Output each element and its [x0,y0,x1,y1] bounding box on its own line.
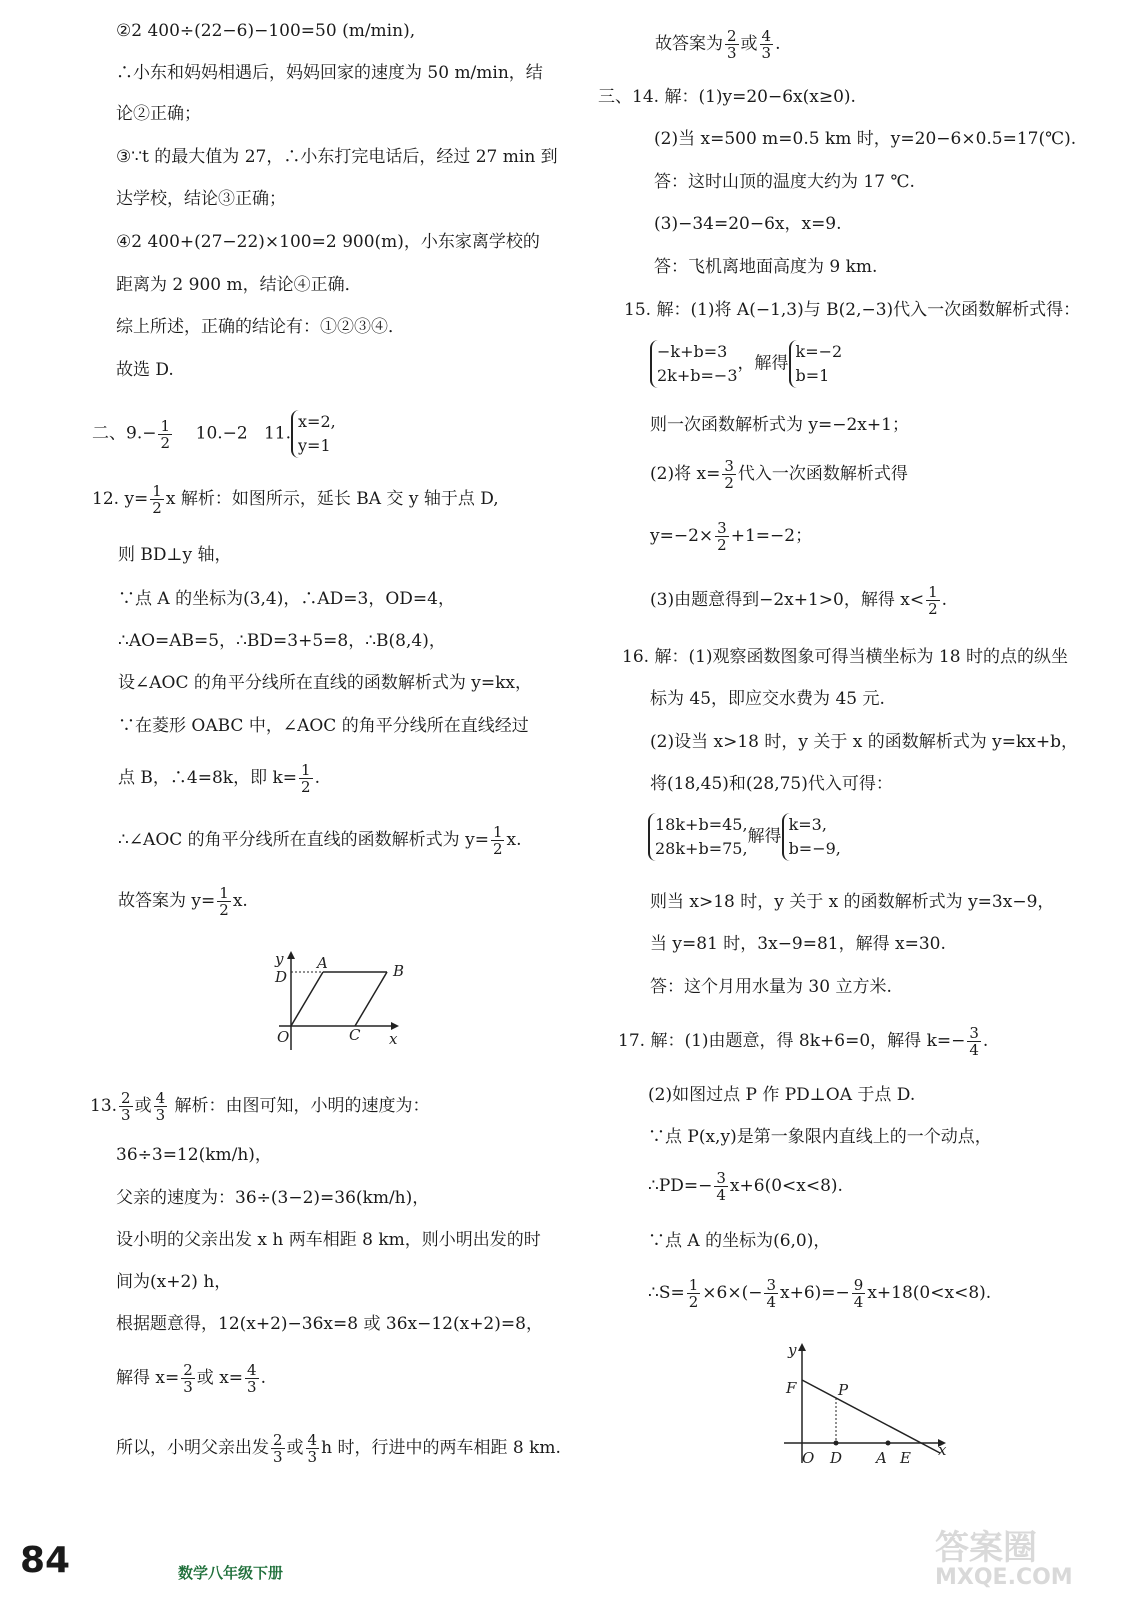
text-line: ∴小东和妈妈相遇后，妈妈回家的速度为 50 m/min，结 [116,63,543,83]
text-line: ④2 400+(27−22)×100=2 900(m)，小东家离学校的 [116,232,540,252]
answers-9-11: 二、9.− $\frac{1}{2}$ 10.−2 11. x=2, y=1 [92,410,336,458]
y-axis-arrow [798,1343,806,1351]
q12-line7: 点 B，∴4=8k，即 k= $\frac{1}{2}$ . [118,761,320,796]
text-line: 综上所述，正确的结论有：①②③④． [116,317,405,337]
text-line: 将(18,45)和(28,75)代入可得： [650,774,893,794]
label-o: O [802,1449,815,1467]
line-figure [780,1335,955,1470]
label-d: D [830,1449,843,1467]
text-line: 三、14. 解：(1)y=20−6x(x≥0). [598,87,856,107]
y-axis-arrow [287,951,295,959]
q17-line6: ∴S= $\frac{1}{2}$ ×6×(− $\frac{3}{4}$ x+6)=− $\frac{9}{4}$ x+18(0<x<8). [648,1276,992,1311]
point-a [886,1441,891,1446]
book-name: 数学八年级下册 [178,1564,284,1582]
bc-side [355,972,387,1026]
text-line: 故选 D. [116,360,174,380]
q12-line9: 故答案为 y= $\frac{1}{2}$ x. [118,884,248,919]
label-a: A [876,1449,887,1467]
label-c: C [349,1026,361,1044]
label-f: F [786,1379,797,1397]
text-line: 则当 x>18 时，y 关于 x 的函数解析式为 y=3x−9， [650,892,1055,912]
r0-line: 故答案为 $\frac{2}{3}$ 或 $\frac{4}{3}$ . [655,27,781,62]
watermark-logo: 答案圈 [935,1528,1037,1568]
page-number: 84 [20,1540,71,1581]
text-line: ∵点 P(x,y)是第一象限内直线上的一个动点， [648,1127,992,1147]
label-d: D [275,968,288,986]
q12-line8: ∴∠AOC 的角平分线所在直线的函数解析式为 y= $\frac{1}{2}$ x. [118,823,522,858]
label-y: y [275,950,284,968]
q12-line1: 12. y= $\frac{1}{2}$ x 解析：如图所示，延长 BA 交 y 轴于点 D, [92,482,499,517]
text-line: ∵点 A 的坐标为(6,0)， [648,1231,831,1251]
q15-line6: (3)由题意得到−2x+1>0，解得 x< $\frac{1}{2}$ . [650,583,948,618]
q17-line1: 17. 解：(1)由题意，得 8k+6=0，解得 k=− $\frac{3}{4}$ . [618,1024,989,1059]
text-line: 则一次函数解析式为 y=−2x+1； [650,415,909,435]
q15-line4: (2)将 x= $\frac{3}{2}$ 代入一次函数解析式得 [650,457,908,492]
text-line: 答：这时山顶的温度大约为 17 ℃. [654,172,915,192]
text-line: 答：飞机离地面高度为 9 km. [654,257,878,277]
text-line: 根据题意得，12(x+2)−36x=8 或 36x−12(x+2)=8， [116,1314,543,1334]
text-line: 36÷3=12(km/h)， [116,1145,272,1165]
text-line: ②2 400÷(22−6)−100=50 (m/min), [116,21,416,41]
text-line: 答：这个月用水量为 30 立方米. [650,977,892,997]
text-line: 间为(x+2) h， [116,1272,232,1292]
q13-line1: 13. $\frac{2}{3}$ 或 $\frac{4}{3}$ 解析：由图可知，小明的速度为： [90,1089,430,1124]
text-line: ∴AO=AB=5，∴BD=3+5=8，∴B(8,4)， [118,631,446,651]
point-d [834,1441,839,1446]
text-line: (2)当 x=500 m=0.5 km 时，y=20−6×0.5=17(℃). [654,129,1077,149]
text-line: 论②正确； [116,104,201,124]
text-line: (3)−34=20−6x，x=9. [654,214,842,234]
text-line: (2)如图过点 P 作 PD⊥OA 于点 D. [648,1085,916,1105]
text-line: 标为 45，即应交水费为 45 元. [650,689,885,709]
label-e: E [900,1449,911,1467]
q16-system: 18k+b=45, 28k+b=75, 解得 k=3, b=−9, [648,813,841,861]
label-o: O [277,1028,290,1046]
text-line: ∵点 A 的坐标为(3,4)，∴AD=3，OD=4， [118,589,455,609]
watermark-url: MXQE.COM [935,1565,1073,1590]
text-line: (2)设当 x>18 时，y 关于 x 的函数解析式为 y=kx+b， [650,732,1079,752]
label-p: P [838,1381,849,1399]
q15-line5: y=−2× $\frac{3}{2}$ +1=−2； [650,519,813,554]
text-line: 设∠AOC 的角平分线所在直线的函数解析式为 y=kx， [118,673,533,693]
text-line: 设小明的父亲出发 x h 两车相距 8 km，则小明出发的时 [116,1230,541,1250]
text-line: 距离为 2 900 m，结论④正确． [116,275,362,295]
q13-line7: 解得 x= $\frac{2}{3}$ 或 x= $\frac{4}{3}$ . [116,1361,266,1396]
line-fe [802,1380,940,1453]
label-x: x [938,1441,947,1459]
oa-side [291,972,323,1026]
text-line: 16. 解：(1)观察函数图象可得当横坐标为 18 时的点的纵坐 [622,647,1068,667]
label-y: y [788,1341,797,1359]
text-line: 父亲的速度为：36÷(3−2)=36(km/h)， [116,1188,430,1208]
label-b: B [393,962,405,980]
text-line: ③∵t 的最大值为 27，∴小东打完电话后，经过 27 min 到 [116,147,558,167]
q13-line8: 所以，小明父亲出发 $\frac{2}{3}$ 或 $\frac{4}{3}$ h 时，行进中的两车相距 8 km. [116,1431,561,1466]
q17-line4: ∴PD=− $\frac{3}{4}$ x+6(0<x<8). [648,1169,843,1204]
rhombus-figure [265,950,415,1060]
text-line: 15. 解：(1)将 A(−1,3)与 B(2,−3)代入一次函数解析式得： [624,300,1081,320]
label-x: x [389,1030,398,1048]
q15-system: −k+b=3 2k+b=−3 ，解得 k=−2 b=1 [650,340,842,388]
x-axis-arrow [391,1022,399,1030]
text-line: ∵在菱形 OABC 中，∠AOC 的角平分线所在直线经过 [118,716,529,736]
text-line: 当 y=81 时，3x−9=81，解得 x=30. [650,934,946,954]
text-line: 则 BD⊥y 轴， [118,545,232,565]
label-a: A [317,954,328,972]
text-line: 达学校，结论③正确； [116,189,286,209]
